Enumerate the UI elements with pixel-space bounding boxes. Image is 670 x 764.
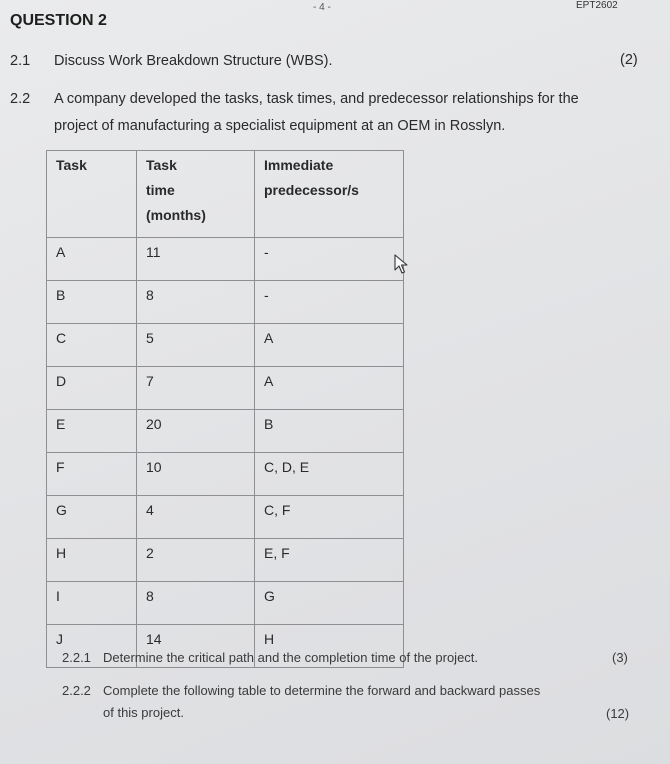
- mouse-pointer-icon: [394, 254, 408, 279]
- task-table: [46, 150, 404, 668]
- table-row: [47, 582, 404, 625]
- table-row: [47, 324, 404, 367]
- predecessor-cell: -: [255, 238, 404, 281]
- q2-2-line1: A company developed the tasks, task times, and predecessor relationships for the: [54, 91, 579, 107]
- table-row: [47, 281, 404, 324]
- predecessor-cell: A: [255, 367, 404, 410]
- task-time-cell: 10: [137, 453, 255, 496]
- q2-1-text: Discuss Work Breakdown Structure (WBS).: [54, 53, 333, 69]
- task-time-cell: 20: [137, 410, 255, 453]
- header-task: Task: [47, 151, 137, 238]
- predecessor-cell: A: [255, 324, 404, 367]
- task-cell: J: [47, 625, 137, 668]
- predecessor-cell: H: [255, 625, 404, 668]
- q2-1-number: 2.1: [10, 53, 31, 69]
- task-time-cell: 5: [137, 324, 255, 367]
- task-cell: A: [47, 238, 137, 281]
- q2-2-1-marks: (3): [612, 650, 628, 665]
- course-code: EPT2602: [576, 0, 618, 11]
- task-cell: D: [47, 367, 137, 410]
- predecessor-cell: G: [255, 582, 404, 625]
- q2-2-line2: project of manufacturing a specialist equipment at an OEM in Rosslyn.: [54, 118, 506, 134]
- task-cell: C: [47, 324, 137, 367]
- q2-2-2-number: 2.2.2: [62, 683, 91, 698]
- predecessor-cell: C, F: [255, 496, 404, 539]
- q2-2-2-marks: (12): [606, 706, 630, 721]
- task-time-cell: 14: [137, 625, 255, 668]
- q2-2-number: 2.2: [10, 91, 31, 107]
- q2-2-1-text: Determine the critical path and the completion time of the project.: [103, 650, 479, 665]
- table-row: [47, 496, 404, 539]
- task-time-cell: 8: [137, 281, 255, 324]
- task-time-cell: 7: [137, 367, 255, 410]
- predecessor-cell: -: [255, 281, 404, 324]
- question-title: QUESTION 2: [10, 12, 107, 29]
- predecessor-cell: B: [255, 410, 404, 453]
- task-time-cell: 4: [137, 496, 255, 539]
- header-task-time: Task time (months): [137, 151, 255, 238]
- task-cell: F: [47, 453, 137, 496]
- q2-2-1-number: 2.2.1: [62, 650, 91, 665]
- page-number: - 4 -: [313, 2, 331, 13]
- q2-2-2-line2: of this project.: [103, 705, 184, 720]
- predecessor-cell: C, D, E: [255, 453, 404, 496]
- table-row: [47, 367, 404, 410]
- table-header-row: [47, 151, 404, 238]
- q2-1-marks: (2): [620, 52, 638, 68]
- task-time-cell: 11: [137, 238, 255, 281]
- task-cell: E: [47, 410, 137, 453]
- task-time-cell: 2: [137, 539, 255, 582]
- task-cell: G: [47, 496, 137, 539]
- task-cell: I: [47, 582, 137, 625]
- table-row: [47, 410, 404, 453]
- header-predecessors: Immediate predecessor/s: [255, 151, 404, 238]
- task-cell: B: [47, 281, 137, 324]
- table-row: [47, 238, 404, 281]
- task-cell: H: [47, 539, 137, 582]
- task-time-cell: 8: [137, 582, 255, 625]
- q2-2-2-line1: Complete the following table to determine the forward and backward passes: [103, 683, 541, 698]
- table-row: [47, 539, 404, 582]
- table-row: [47, 453, 404, 496]
- predecessor-cell: E, F: [255, 539, 404, 582]
